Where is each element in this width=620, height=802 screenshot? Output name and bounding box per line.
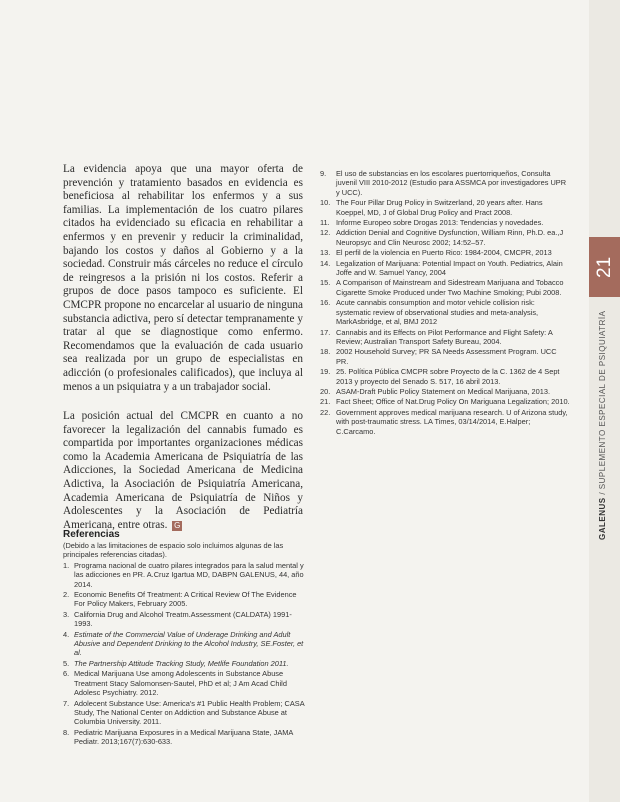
- body-paragraph: La evidencia apoya que una mayor oferta de prevención y tratamiento basados en evidencia es beneficiosa al rehabilitar los enfermos y a sus familias. La implementación de los cuatro pilares citados ha evidenciado su eficacia en rehabilitar a enfermos y en prevenir y reducir la criminalidad, bajando los costos y daños al Gobierno y a la sociedad. Construir más cárceles no reduce el círculo de reingresos a la prisión ni los costos. Referir a grupos de doce pasos tampoco es suficiente. El CMCPR propone no encarcelar al usuario de ninguna substancia adictiva, pero sí detectar tempranamente y tratar al que se diagnostique como enfermo. Recomendamos que la evaluación de cada usuario sea realizada por un grupo de especialistas en adicción (o profesionales calificados), que incluya al menos a un psiquiatra y a un trabajador social.: [63, 163, 303, 393]
- reference-text: A Comparison of Mainstream and Sidestream Marijuana and Tobacco Cigarette Smoke Produced under Two Machine Smoking; Pubi 2008.: [336, 278, 564, 297]
- reference-text: Addiction Denial and Cognitive Dysfunction, William Rinn, Ph.D. ea.,J Neuropsyc and Clin Neurosc 2002; 14:52–57.: [336, 228, 564, 247]
- reference-text: Government approves medical marijuana research. U of Arizona study, with post-traumatic stress. LA Times, 03/14/2014, E.Halper; C.Carcamo.: [336, 407, 568, 436]
- reference-item: [320, 298, 570, 326]
- reference-number: 21.: [320, 397, 331, 407]
- reference-number: 2.: [63, 590, 70, 600]
- reference-item: [63, 699, 308, 727]
- body-paragraph-last: [63, 410, 303, 532]
- references-list: [63, 561, 308, 747]
- reference-number: 18.: [320, 347, 331, 357]
- reference-item: [320, 397, 570, 406]
- body-paragraph-text: La posición actual del CMCPR en cuanto a no favorecer la legalización del cannabis fumado es compartida por importantes organizaciones médicas como la Academia Americana de Psiquiatría de las Adicciones, la Sociedad Americana de Medicina Adictiva, la Asociación de Psiquiatría Americana, Academia Americana de Psiquiatría de Niños y Adolescentes y la Asociación de Pediatría Americana, entre otras.: [63, 410, 303, 531]
- reference-text: Estimate of the Commercial Value of Underage Drinking and Adult Abusive and Dependent Drinking to the Alcohol Industry, SE.Foster, et al.: [74, 629, 304, 658]
- reference-item: [320, 248, 570, 257]
- reference-text: ASAM-Draft Public Policy Statement on Medical Marijuana, 2013.: [336, 386, 551, 396]
- reference-item: [63, 669, 308, 697]
- reference-number: 14.: [320, 258, 331, 268]
- reference-item: [320, 328, 570, 347]
- reference-text: Pediatric Marijuana Exposures in a Medical Marijuana State, JAMA Pediatr. 2013;167(7):630-633.: [74, 727, 293, 747]
- reference-item: [320, 278, 570, 297]
- header-separator: /: [598, 489, 607, 498]
- reference-text: Adolecent Substance Use: America's #1 Public Health Problem; CASA Study, The National Center on Addiction and Substance Abuse at Columbia University. 2011.: [74, 698, 305, 727]
- reference-number: 15.: [320, 278, 331, 288]
- reference-number: 8.: [63, 727, 70, 737]
- reference-text: Legalization of Marijuana: Potential Impact on Youth. Pediatrics, Alain Joffe and W. Samuel Yancy, 2004: [336, 258, 563, 278]
- reference-number: 1.: [63, 560, 70, 570]
- end-of-article-mark: G: [174, 520, 181, 530]
- journal-name: GALENUS: [598, 497, 607, 540]
- reference-text: The Four Pillar Drug Policy in Switzerland, 20 years after. Hans Koeppel, MD, J of Global Drug Policy and Pract 2008.: [336, 198, 543, 217]
- reference-number: 6.: [63, 669, 70, 679]
- reference-text: Programa nacional de cuatro pilares integrados para la salud mental y las adicciones en PR. A.Cruz Igartua MD, DABPN GALENUS, 44, año 2014.: [74, 560, 304, 589]
- reference-text: Cannabis and its Effects on Pilot Performance and Flight Safety: A Review; Australian Transport Safety Bureau, 2004.: [336, 327, 553, 346]
- reference-item: [320, 367, 570, 386]
- reference-number: 13.: [320, 248, 331, 258]
- reference-item: [320, 169, 570, 197]
- reference-number: 9.: [320, 169, 327, 178]
- reference-item: [320, 387, 570, 396]
- reference-text: Acute cannabis consumption and motor vehicle collision risk: systematic review of observational studies and meta-analysis, MarkAsbridge, et al, BMJ 2012: [336, 298, 539, 327]
- reference-number: 12.: [320, 228, 331, 238]
- reference-text: Economic Benefits Of Treatment: A Critical Review Of The Evidence For Policy Makers, February 2005.: [74, 590, 297, 609]
- reference-text: 25. Política Pública CMCPR sobre Proyecto de la C. 1362 de 4 Sept 2013 y proyecto del Senado S. 517, 16 abril 2013.: [336, 367, 560, 386]
- reference-text: El perfil de la violencia en Puerto Rico: 1984-2004, CMCPR, 2013: [336, 248, 552, 258]
- reference-item: [320, 259, 570, 278]
- reference-item: [320, 228, 570, 247]
- reference-number: 4.: [63, 629, 70, 639]
- reference-text: 2002 Household Survey; PR SA Needs Assessment Program. UCC PR.: [336, 347, 557, 366]
- reference-item: [63, 610, 308, 629]
- reference-text: Informe Europeo sobre Drogas 2013: Tendencias y novedades.: [336, 218, 544, 228]
- reference-item: [320, 347, 570, 366]
- reference-text: California Drug and Alcohol Treatm.Assessment (CALDATA) 1991- 1993.: [74, 609, 292, 629]
- reference-number: 16.: [320, 298, 331, 308]
- reference-number: 3.: [63, 609, 70, 619]
- references-note: (Debido a las limitaciones de espacio solo incluimos algunas de las principales referencias citadas).: [63, 541, 284, 560]
- reference-item: [320, 198, 570, 217]
- reference-text: Fact Sheet; Office of Nat.Drug Policy On Mariguana Legalization; 2010.: [336, 397, 570, 407]
- reference-item: [63, 659, 308, 668]
- references-title: Referencias: [63, 529, 120, 540]
- reference-number: 5.: [63, 658, 70, 668]
- reference-item: [63, 561, 308, 589]
- supplement-title: SUPLEMENTO ESPECIAL DE PSIQUIATRÍA: [598, 310, 607, 490]
- reference-number: 20.: [320, 386, 331, 396]
- reference-item: [63, 590, 308, 609]
- references-section: [63, 529, 308, 748]
- reference-text: Medical Marijuana Use among Adolescents in Substance Abuse Treatment Stacy Salomonsen-Sautel, PhD et al; J Am Acad Child Adolesc Psychiatry. 2012.: [74, 669, 287, 698]
- reference-item: [63, 728, 308, 747]
- references-section-continued: [320, 169, 570, 437]
- reference-number: 22.: [320, 407, 331, 417]
- references-list-continued: [320, 169, 570, 436]
- running-header: [598, 290, 610, 540]
- reference-number: 11.: [320, 218, 330, 228]
- reference-text: El uso de substancias en los escolares puertorriqueños, Consulta juvenil VIII 2010-2012 (Estudio para ASSMCA por investigadores UPR y UCC).: [336, 169, 567, 197]
- article-body: [63, 163, 303, 548]
- reference-item: [63, 630, 308, 658]
- reference-number: 19.: [320, 367, 331, 377]
- reference-number: 7.: [63, 698, 70, 708]
- reference-number: 10.: [320, 198, 331, 208]
- reference-item: [320, 408, 570, 436]
- page-number: 21: [594, 256, 615, 278]
- reference-text: The Partnership Attitude Tracking Study, Metlife Foundation 2011.: [74, 658, 289, 668]
- reference-item: [320, 218, 570, 227]
- reference-number: 17.: [320, 327, 331, 337]
